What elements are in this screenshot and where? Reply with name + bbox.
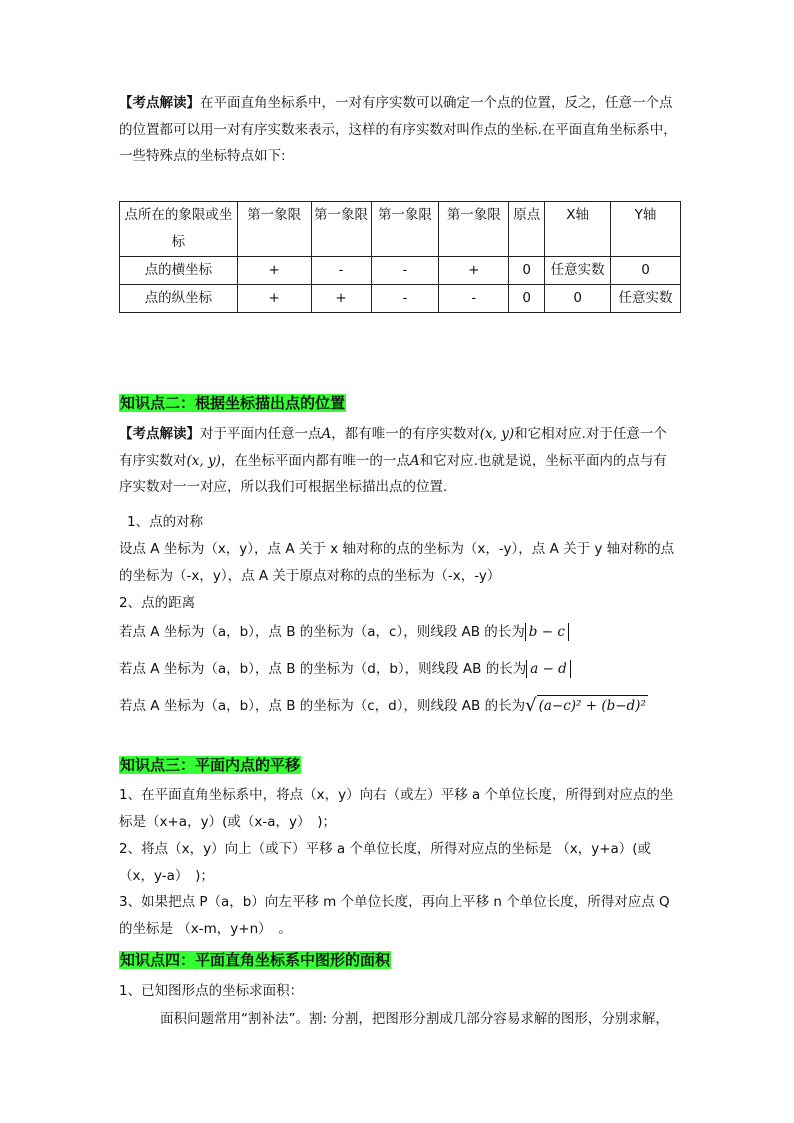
section3-heading — [119, 754, 301, 776]
table-cell: + — [237, 285, 311, 313]
translation-item-3: 3、如果把点 P（a，b）向左平移 m 个单位长度，再向上平移 n 个单位长度，所得对应点 Q 的坐标是 （x-m，y+n） 。 — [119, 894, 670, 937]
radicand: (a−c)² + (b−d)² — [537, 695, 648, 717]
section2-title: 知识点二：根据坐标描出点的位置 — [120, 394, 346, 412]
distance-line-2 — [119, 659, 571, 679]
section2-text: ，在坐标平面内都有唯一的一点 — [220, 452, 410, 469]
section2-text: 对于平面内任意一点 — [200, 426, 322, 442]
section2-text: 和它对应.也就是说，坐标平面内的点与有序实数对一一对应，所以我们可根据坐标描出点的位置. — [119, 452, 667, 495]
table-cell: 第一象限 — [439, 202, 509, 257]
intro-bracket: 【考点解读】 — [119, 95, 200, 111]
table-cell: 0 — [545, 285, 611, 313]
abs-expression: a − d — [526, 660, 571, 678]
math-var-a: A — [321, 426, 332, 442]
symmetry-paragraph: 设点 A 坐标为（x，y），点 A 关于 x 轴对称的点的坐标为（x，-y），点 A 关于 y 轴对称的点的坐标为（-x，y），点 A 关于原点对称的点的坐标为（-x，-y） — [119, 541, 675, 584]
section2-paragraph — [119, 421, 679, 501]
table-cell: - — [439, 285, 509, 313]
table-cell: 第一象限 — [371, 202, 439, 257]
section2-heading — [119, 392, 346, 414]
table-row — [120, 257, 681, 285]
section3-title: 知识点三：平面内点的平移 — [120, 756, 301, 774]
table-cell: 任意实数 — [611, 285, 681, 313]
distance-text: 若点 A 坐标为（a，b），点 B 的坐标为（c，d），则线段 AB 的长为 — [119, 698, 526, 714]
math-var-a: A — [409, 452, 420, 469]
table-cell: 点的纵坐标 — [120, 285, 238, 313]
sqrt-expression — [525, 695, 648, 717]
math-pair: (x, y) — [186, 452, 221, 469]
table-cell: + — [439, 257, 509, 285]
table-cell: 0 — [611, 257, 681, 285]
table-cell: + — [311, 285, 371, 313]
distance-text: 若点 A 坐标为（a，b），点 B 的坐标为（d，b），则线段 AB 的长为 — [119, 661, 527, 677]
subheading-symmetry: 1、点的对称 — [127, 514, 204, 530]
radical-sign: √ — [525, 695, 537, 716]
table-cell: 点的横坐标 — [120, 257, 238, 285]
translation-item-2: 2、将点（x，y）向上（或下）平移 a 个单位长度，所得对应点的坐标是 （x，y+a）(或（x，y-a） )； — [119, 841, 652, 884]
subheading-distance: 2、点的距离 — [119, 595, 196, 611]
section4-title: 知识点四：平面直角坐标系中图形的面积 — [120, 951, 391, 969]
distance-line-3 — [119, 695, 648, 717]
intro-text: 在平面直角坐标系中，一对有序实数可以确定一个点的位置，反之，任意一个点的位置都可以用一对有序实数来表示，这样的有序实数对叫作点的坐标.在平面直角坐标系中，一些特殊点的坐标特点如下: — [119, 95, 677, 164]
table-cell: X轴 — [545, 202, 611, 257]
math-pair: (x, y) — [479, 426, 515, 442]
table-cell: Y轴 — [611, 202, 681, 257]
coordinate-sign-table — [119, 201, 681, 313]
table-cell: 任意实数 — [545, 257, 611, 285]
section2-text: ，都有唯一的有序实数对 — [331, 426, 480, 442]
table-cell: - — [311, 257, 371, 285]
area-item-1: 1、已知图形点的坐标求面积： — [119, 983, 304, 999]
table-row — [120, 285, 681, 313]
intro-paragraph — [119, 90, 679, 170]
translation-item-1: 1、在平面直角坐标系中，将点（x，y）向右（或左）平移 a 个单位长度，所得到对应点的坐标是（x+a，y）(或（x-a，y） )； — [119, 787, 674, 830]
table-cell: 点所在的象限或坐标 — [120, 202, 238, 257]
table-cell: 原点 — [509, 202, 545, 257]
area-item-2: 面积问题常用“割补法”。割: 分割，把图形分割成几部分容易求解的图形，分别求解， — [160, 1011, 669, 1027]
table-cell: + — [237, 257, 311, 285]
table-cell: - — [371, 257, 439, 285]
table-header-row — [120, 202, 681, 257]
table-cell: 0 — [509, 257, 545, 285]
distance-line-1 — [119, 622, 569, 642]
section2-text: 和它相对应.对于任意一个有序实数对 — [119, 426, 667, 469]
distance-text: 若点 A 坐标为（a，b），点 B 的坐标为（a，c），则线段 AB 的长为 — [119, 624, 525, 640]
section2-bracket: 【考点解读】 — [119, 426, 200, 442]
abs-expression: b − c — [525, 623, 569, 641]
table-cell: - — [371, 285, 439, 313]
table-cell: 第一象限 — [311, 202, 371, 257]
table-cell: 第一象限 — [237, 202, 311, 257]
section4-heading — [119, 949, 391, 971]
table-cell: 0 — [509, 285, 545, 313]
